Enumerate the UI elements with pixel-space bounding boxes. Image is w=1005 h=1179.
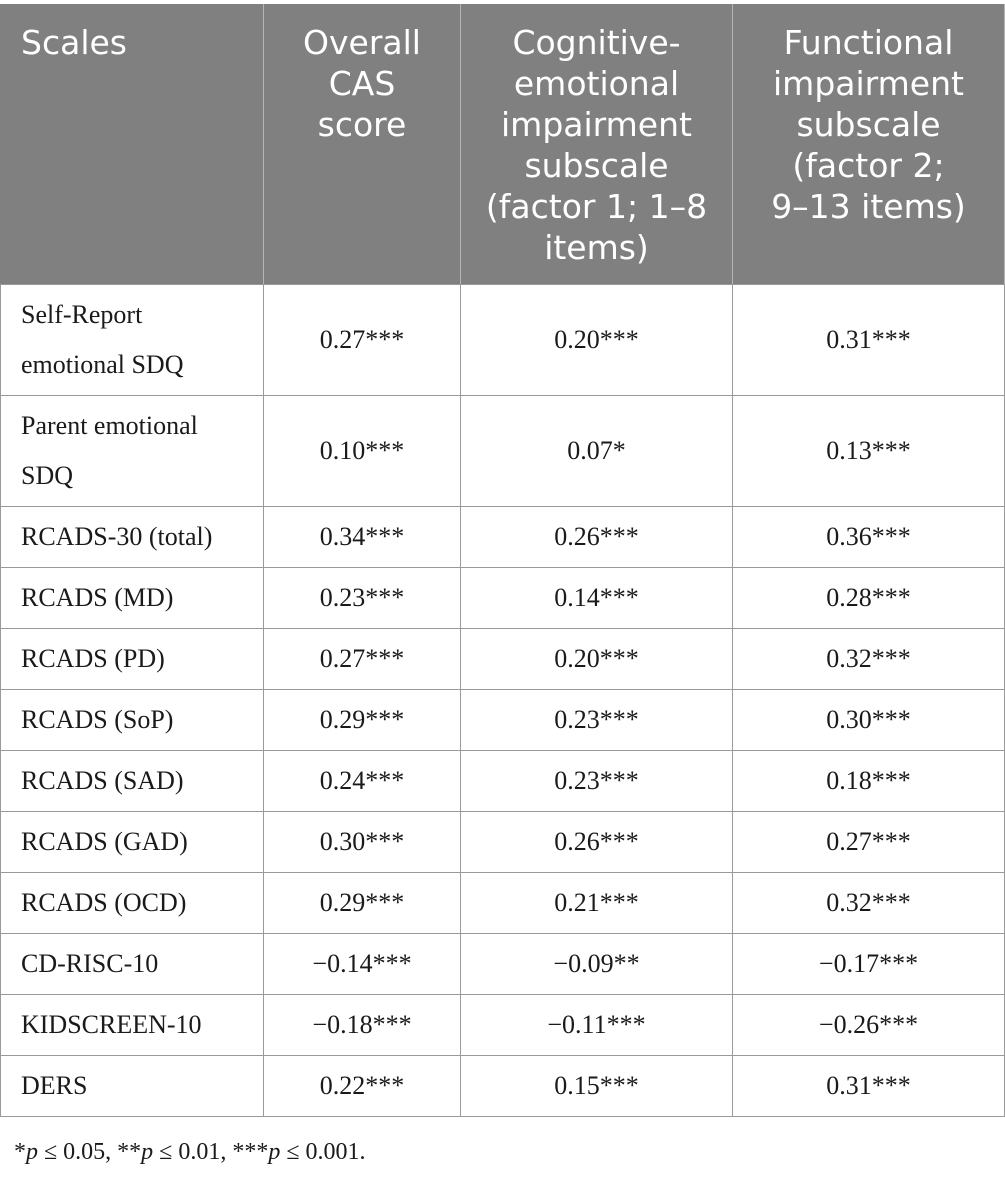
- text-line: RCADS (SoP): [21, 705, 174, 734]
- scale-name-cell: [1, 751, 264, 812]
- text-line: DERS: [21, 1071, 88, 1100]
- cognitive-emotional-cell: 0.20***: [461, 629, 733, 690]
- overall-cas-score-cell: −0.18***: [264, 995, 461, 1056]
- functional-impairment-cell: 0.18***: [733, 751, 1005, 812]
- table-row: [1, 995, 1005, 1056]
- scale-name-cell: [1, 285, 264, 396]
- table-row: [1, 873, 1005, 934]
- text-line: KIDSCREEN-10: [21, 1010, 202, 1039]
- overall-cas-score-cell: 0.29***: [264, 690, 461, 751]
- footnote-p-symbol: p: [141, 1139, 154, 1165]
- table-body: [1, 285, 1005, 1117]
- cognitive-emotional-cell: 0.15***: [461, 1056, 733, 1117]
- cognitive-emotional-cell: 0.21***: [461, 873, 733, 934]
- correlation-table: [0, 4, 1005, 1117]
- scale-name-cell: [1, 1056, 264, 1117]
- table-row: [1, 285, 1005, 396]
- text-line: (factor 2;: [792, 146, 945, 185]
- text-line: subscale: [524, 146, 669, 185]
- text-line: impairment: [773, 64, 964, 103]
- text-line: emotional: [513, 64, 680, 103]
- header-overall-cas-score: [264, 4, 461, 285]
- text-line: Scales: [21, 23, 127, 62]
- overall-cas-score-cell: 0.24***: [264, 751, 461, 812]
- text-line: RCADS (SAD): [21, 766, 184, 795]
- overall-cas-score-cell: 0.29***: [264, 873, 461, 934]
- cognitive-emotional-cell: 0.23***: [461, 751, 733, 812]
- table-row: [1, 568, 1005, 629]
- text-line: Self-Report: [21, 300, 143, 329]
- scale-name-cell: [1, 995, 264, 1056]
- text-line: CAS: [328, 64, 396, 103]
- overall-cas-score-cell: 0.30***: [264, 812, 461, 873]
- scale-name-cell: [1, 690, 264, 751]
- cognitive-emotional-cell: 0.26***: [461, 507, 733, 568]
- cognitive-emotional-cell: 0.26***: [461, 812, 733, 873]
- table-row: [1, 629, 1005, 690]
- table-row: [1, 934, 1005, 995]
- footnote-text: *: [14, 1139, 26, 1165]
- overall-cas-score-cell: 0.10***: [264, 396, 461, 507]
- table-header: [1, 4, 1005, 285]
- cognitive-emotional-cell: 0.14***: [461, 568, 733, 629]
- functional-impairment-cell: 0.36***: [733, 507, 1005, 568]
- footnote-text: ≤ 0.001.: [280, 1139, 366, 1165]
- text-line: RCADS (GAD): [21, 827, 188, 856]
- cognitive-emotional-cell: 0.07*: [461, 396, 733, 507]
- table-row: [1, 396, 1005, 507]
- header-row: [1, 4, 1005, 285]
- functional-impairment-cell: 0.28***: [733, 568, 1005, 629]
- cognitive-emotional-cell: −0.09**: [461, 934, 733, 995]
- cognitive-emotional-cell: 0.20***: [461, 285, 733, 396]
- text-line: Overall: [303, 23, 421, 62]
- text-line: RCADS (MD): [21, 583, 174, 612]
- table-row: [1, 1056, 1005, 1117]
- scale-name-cell: [1, 629, 264, 690]
- overall-cas-score-cell: 0.34***: [264, 507, 461, 568]
- table-row: [1, 507, 1005, 568]
- text-line: emotional SDQ: [21, 350, 184, 379]
- text-line: subscale: [796, 105, 941, 144]
- text-line: Functional: [783, 23, 954, 62]
- overall-cas-score-cell: 0.23***: [264, 568, 461, 629]
- text-line: CD-RISC-10: [21, 949, 159, 978]
- header-cognitive-emotional-subscale: [461, 4, 733, 285]
- scale-name-cell: [1, 568, 264, 629]
- text-line: 9–13 items): [771, 187, 966, 226]
- text-line: Cognitive-: [512, 23, 681, 62]
- footnote-text: ≤ 0.05, **: [38, 1139, 142, 1165]
- scale-name-cell: [1, 812, 264, 873]
- text-line: RCADS-30 (total): [21, 522, 213, 551]
- header-scales: [1, 4, 264, 285]
- functional-impairment-cell: 0.32***: [733, 629, 1005, 690]
- scale-name-cell: [1, 396, 264, 507]
- text-line: Parent emotional: [21, 411, 198, 440]
- overall-cas-score-cell: 0.27***: [264, 285, 461, 396]
- table-row: [1, 751, 1005, 812]
- overall-cas-score-cell: 0.22***: [264, 1056, 461, 1117]
- table-row: [1, 690, 1005, 751]
- text-line: impairment: [501, 105, 692, 144]
- functional-impairment-cell: 0.30***: [733, 690, 1005, 751]
- footnote-text: ≤ 0.01, ***: [153, 1139, 269, 1165]
- cognitive-emotional-cell: −0.11***: [461, 995, 733, 1056]
- scale-name-cell: [1, 507, 264, 568]
- table-row: [1, 812, 1005, 873]
- functional-impairment-cell: 0.31***: [733, 1056, 1005, 1117]
- text-line: items): [544, 228, 649, 267]
- text-line: (factor 1; 1–8: [485, 187, 708, 226]
- functional-impairment-cell: −0.26***: [733, 995, 1005, 1056]
- scale-name-cell: [1, 873, 264, 934]
- scale-name-cell: [1, 934, 264, 995]
- overall-cas-score-cell: 0.27***: [264, 629, 461, 690]
- text-line: score: [317, 105, 407, 144]
- cognitive-emotional-cell: 0.23***: [461, 690, 733, 751]
- text-line: SDQ: [21, 461, 74, 490]
- functional-impairment-cell: 0.31***: [733, 285, 1005, 396]
- text-line: RCADS (OCD): [21, 888, 187, 917]
- functional-impairment-cell: 0.27***: [733, 812, 1005, 873]
- overall-cas-score-cell: −0.14***: [264, 934, 461, 995]
- functional-impairment-cell: 0.13***: [733, 396, 1005, 507]
- functional-impairment-cell: 0.32***: [733, 873, 1005, 934]
- footnote-p-symbol: p: [268, 1139, 281, 1165]
- text-line: RCADS (PD): [21, 644, 165, 673]
- table-footnote: [14, 1139, 366, 1166]
- functional-impairment-cell: −0.17***: [733, 934, 1005, 995]
- footnote-p-symbol: p: [26, 1139, 38, 1165]
- header-functional-impairment-subscale: [733, 4, 1005, 285]
